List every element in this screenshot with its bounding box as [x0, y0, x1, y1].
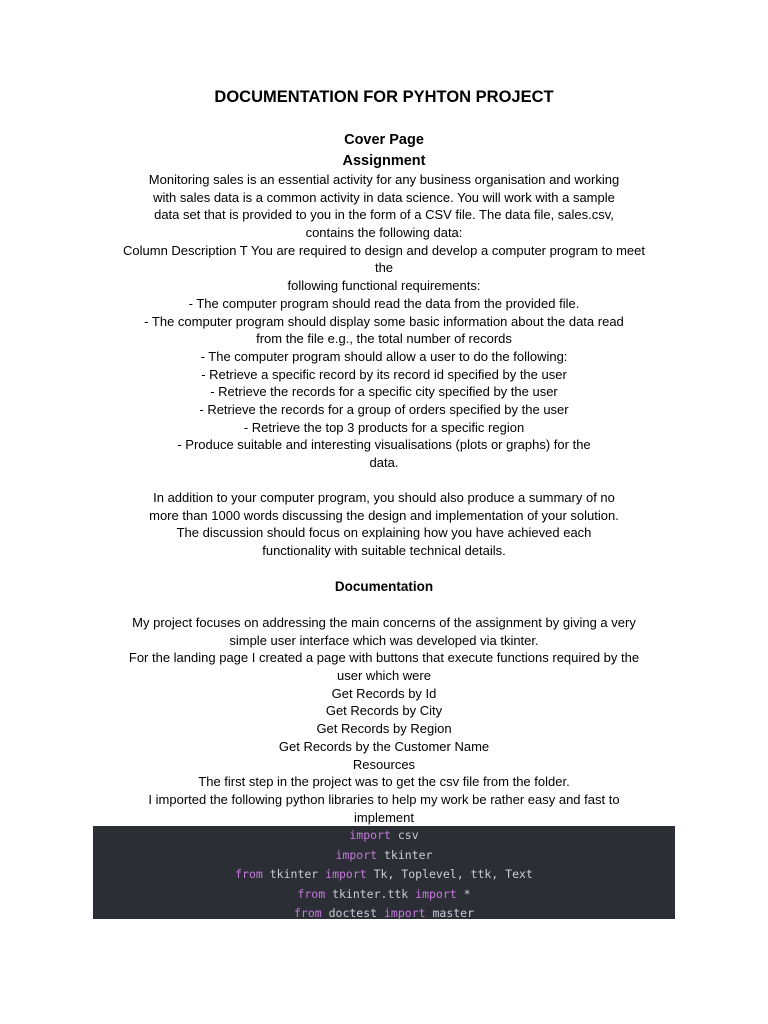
text-line: - The computer program should read the data from the provided file.	[188, 295, 580, 311]
assignment-text	[90, 171, 678, 472]
code-line	[93, 865, 675, 885]
text-line: - Produce suitable and interesting visualisations (plots or graphs) for the	[177, 437, 591, 453]
text-line: I imported the following python libraries to help my work be rather easy and fast to	[148, 791, 620, 807]
code-keyword: import	[335, 847, 378, 862]
text-line: In addition to your computer program, you should also produce a summary of no	[153, 490, 615, 505]
text-line: - Retrieve the records for a group of orders specified by the user	[199, 401, 569, 417]
text-line: The discussion should focus on explaining how you have achieved each	[176, 525, 592, 541]
code-block	[93, 826, 675, 919]
text-line: - Retrieve the records for a specific city specified by the user	[210, 384, 558, 400]
text-line: Column Description T You are required to design and develop a computer program to meet	[123, 242, 645, 258]
text-line: user which were	[337, 668, 431, 684]
text-line: functionality with suitable technical details.	[262, 543, 506, 559]
text-line: data.	[369, 455, 399, 470]
text-line: Get Records by City	[325, 703, 443, 719]
code-text: master	[425, 906, 475, 921]
code-text: tkinter.ttk	[325, 886, 416, 901]
document-title: DOCUMENTATION FOR PYHTON PROJECT	[214, 88, 554, 106]
text-line: For the landing page I created a page with buttons that execute functions required by the	[128, 650, 640, 666]
code-keyword: from	[235, 867, 263, 882]
code-text: Tk, Toplevel, ttk, Text	[366, 867, 533, 882]
text-line: the	[374, 260, 394, 276]
text-line: simple user interface which was developed via tkinter.	[229, 632, 539, 648]
documentation-heading: Documentation	[334, 579, 434, 594]
text-line: - Retrieve the top 3 products for a specific region	[243, 419, 525, 435]
summary-text	[90, 489, 678, 560]
cover-page-heading: Cover Page	[344, 132, 424, 148]
text-line: Get Records by the Customer Name	[278, 738, 490, 754]
code-text: doctest	[321, 906, 384, 921]
text-line: data set that is provided to you in the form of a CSV file. The data file, sales.csv,	[154, 207, 614, 223]
text-line: Get Records by Id	[331, 685, 437, 701]
text-line: Resources	[352, 756, 416, 772]
code-line	[93, 846, 675, 866]
text-line: Get Records by Region	[316, 721, 452, 737]
text-line: following functional requirements:	[287, 278, 481, 294]
text-line: from the file e.g., the total number of records	[256, 331, 512, 347]
text-line: more than 1000 words discussing the design and implementation of your solution.	[149, 507, 619, 523]
code-line	[93, 885, 675, 905]
text-line: contains the following data:	[305, 225, 463, 241]
code-text: *	[456, 886, 471, 901]
text-line: with sales data is a common activity in data science. You will work with a sample	[153, 189, 615, 205]
text-line: My project focuses on addressing the main concerns of the assignment by giving a very	[132, 615, 636, 630]
text-line: - Retrieve a specific record by its record id specified by the user	[201, 366, 567, 382]
code-text: tkinter	[262, 867, 326, 882]
text-line: Monitoring sales is an essential activity for any business organisation and working	[148, 172, 620, 187]
code-keyword: from	[293, 906, 322, 921]
code-keyword: import	[325, 867, 367, 882]
text-line: The first step in the project was to get the csv file from the folder.	[198, 774, 570, 790]
text-line: - The computer program should display some basic information about the data read	[144, 313, 624, 329]
documentation-text	[90, 614, 678, 826]
code-keyword: import	[349, 828, 391, 842]
code-keyword: from	[297, 886, 326, 901]
text-line: implement	[354, 809, 414, 825]
code-text: csv	[390, 828, 419, 842]
code-text: tkinter	[377, 847, 433, 862]
code-keyword: import	[415, 886, 457, 901]
code-keyword: import	[384, 906, 426, 921]
assignment-heading: Assignment	[342, 153, 426, 169]
code-line	[93, 826, 675, 846]
text-line: - The computer program should allow a user to do the following:	[200, 348, 568, 364]
code-line	[93, 904, 675, 924]
